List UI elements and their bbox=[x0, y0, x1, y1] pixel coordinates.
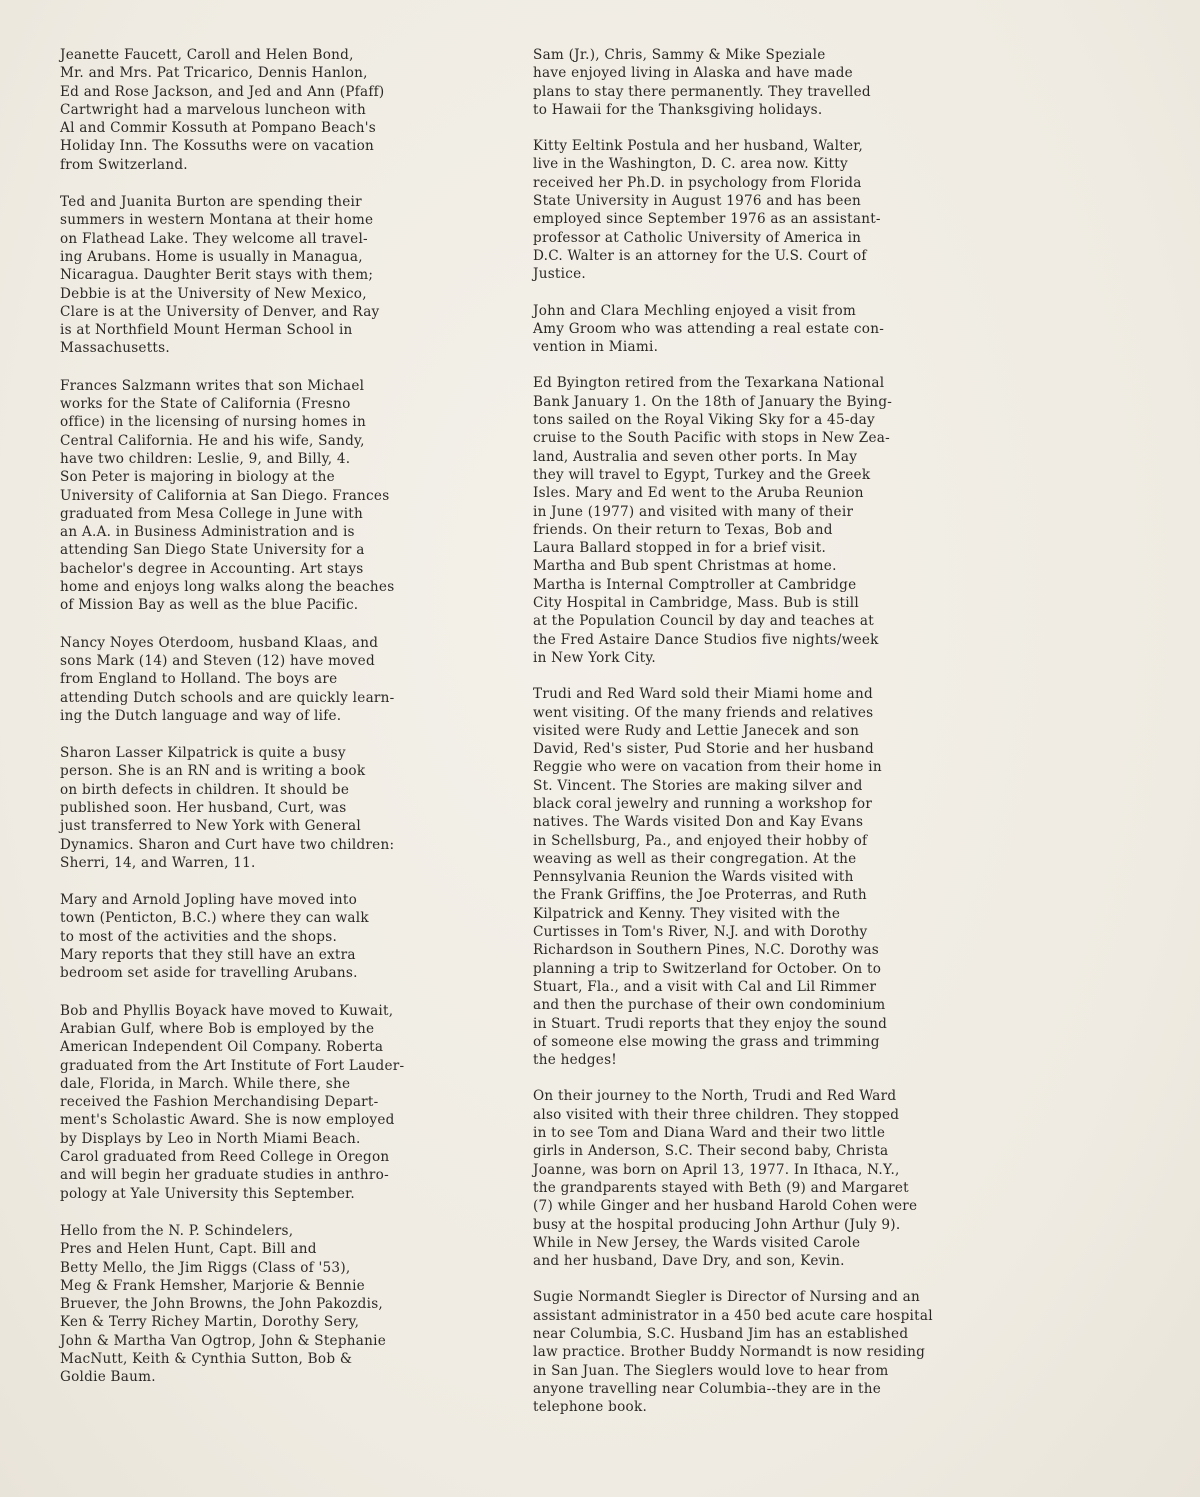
news-item-oterdoom: Nancy Noyes Oterdoom, husband Klaas, and sons Mark (14) and Steven (12) have moved from England to Holland. The boys are attending Dutch schools and are quickly learn- ing the Dutch language and way of life. bbox=[60, 634, 395, 724]
news-item-boyack: Bob and Phyllis Boyack have moved to Kuwait, Arabian Gulf, where Bob is employed by the American Independent Oil Company. Roberta graduated from the Art Institute of Fort Lauder- dale, Florida, in March. While there, she received the Fashion Merchandising Depart- ment's Scholastic Award. She is now employed by Displays by Leo in North Miami Beach. Carol graduated from Reed College in Oregon and will begin her graduate studies in anthro- pology at Yale University this September. bbox=[60, 1002, 405, 1202]
news-item-siegler: Sugie Normandt Siegler is Director of Nursing and an assistant administrator in a 450 bed acute care hospital near Columbia, S.C. Husband Jim has an established law practice. Brother Buddy Normandt is now residing in San Juan. The Sieglers would love to hear from anyone travelling near Columbia--they are in the telephone book. bbox=[533, 1289, 933, 1416]
news-item-mechling: John and Clara Mechling enjoyed a visit from Amy Groom who was attending a real estate con- vention in Miami. bbox=[533, 302, 885, 356]
news-item-byington: Ed Byington retired from the Texarkana National Bank January 1. On the 18th of January the Bying- tons sailed on the Royal Viking Sky for a 45-day cruise to the South Pacific with stops in New Zea- land, Australia and seven other ports. In May they will travel to Egypt, Turkey and the Greek Isles. Mary and Ed went to the Aruba Reunion in June (1977) and visited with many of their friends. On their return to Texas, Bob and Laura Ballard stopped in for a brief visit. Martha and Bub spent Christmas at home. Martha is Internal Comptroller at Cambridge City Hospital in Cambridge, Mass. Bub is still at the Population Council by day and teaches at the Fred Astaire Dance Studios five nights/week in New York City. bbox=[533, 375, 893, 666]
news-item-postula: Kitty Eeltink Postula and her husband, Walter, live in the Washington, D. C. area now. Kitty received her Ph.D. in psychology from Florida State University in August 1976 and has been employed since September 1976 as an assistant- professor at Catholic University of America in D.C. Walter is an attorney for the U.S. Court of Justice. bbox=[533, 138, 881, 283]
news-item-schindelers: Hello from the N. P. Schindelers, Pres and Helen Hunt, Capt. Bill and Betty Mello, the Jim Riggs (Class of '53), Meg & Frank Hemsher, Marjorie & Bennie Bruever, the John Browns, the John Pakozdis, Ken & Terry Richey Martin, Dorothy Sery, John & Martha Van Ogtrop, John & Stephanie MacNutt, Keith & Cynthia Sutton, Bob & Goldie Baum. bbox=[60, 1222, 387, 1386]
news-item-ward-journey: On their journey to the North, Trudi and Red Ward also visited with their three children. They stopped in to see Tom and Diana Ward and their two little girls in Anderson, S.C. Their second baby, Christa Joanne, was born on April 13, 1977. In Ithaca, N.Y., the grandparents stayed with Beth (9) and Margaret (7) while Ginger and her husband Harold Cohen were busy at the hospital producing John Arthur (July 9). While in New Jersey, the Wards visited Carole and her husband, Dave Dry, and son, Kevin. bbox=[533, 1088, 918, 1270]
left-column bbox=[60, 46, 505, 1406]
news-item-faucett-bond: Jeanette Faucett, Caroll and Helen Bond, Mr. and Mrs. Pat Tricarico, Dennis Hanlon, Ed and Rose Jackson, and Jed and Ann (Pfaff) Cartwright had a marvelous luncheon with Al and Commir Kossuth at Pompano Beach's Holiday Inn. The Kossuths were on vacation from Switzerland. bbox=[60, 47, 385, 173]
news-item-jopling: Mary and Arnold Jopling have moved into town (Penticton, B.C.) where they can walk to most of the activities and the shops. Mary reports that they still have an extra bedroom set aside for travelling Arubans. bbox=[60, 892, 369, 982]
news-item-ward-visits: Trudi and Red Ward sold their Miami home and went visiting. Of the many friends and relatives visited were Rudy and Lettie Janecek and son David, Red's sister, Pud Storie and her husband Reggie who were on vacation from their home in St. Vincent. The Stories are making silver and black coral jewelry and running a workshop for natives. The Wards visited Don and Kay Evans in Schellsburg, Pa., and enjoyed their hobby of weaving as well as their congregation. At the Pennsylvania Reunion the Wards visited with the Frank Griffins, the Joe Proterras, and Ruth Kilpatrick and Kenny. They visited with the Curtisses in Tom's River, N.J. and with Dorothy Richardson in Southern Pines, N.C. Dorothy was planning a trip to Switzerland for October. On to Stuart, Fla., and a visit with Cal and Lil Rimmer and then the purchase of their own condominium in Stuart. Trudi reports that they enjoy the sound of someone else mowing the grass and trimming the hedges! bbox=[533, 686, 888, 1069]
news-item-speziale: Sam (Jr.), Chris, Sammy & Mike Speziale have enjoyed living in Alaska and have made plans to stay there permanently. They travelled to Hawaii for the Thanksgiving holidays. bbox=[533, 47, 871, 118]
news-item-salzmann: Frances Salzmann writes that son Michael works for the State of California (Fresno office) in the licensing of nursing homes in Central California. He and his wife, Sandy, have two children: Leslie, 9, and Billy, 4. Son Peter is majoring in biology at the University of California at San Diego. Frances graduated from Mesa College in June with an A.A. in Business Administration and is attending San Diego State University for a bachelor's degree in Accounting. Art stays home and enjoys long walks along the beaches of Mission Bay as well as the blue Pacific. bbox=[60, 377, 395, 614]
news-item-burton: Ted and Juanita Burton are spending their summers in western Montana at their home on Flathead Lake. They welcome all travel- ing Arubans. Home is usually in Managua, Nicaragua. Daughter Berit stays with them; Debbie is at the University of New Mexico, Clare is at the University of Denver, and Ray is at Northfield Mount Herman School in Massachusetts. bbox=[60, 194, 380, 357]
news-item-kilpatrick: Sharon Lasser Kilpatrick is quite a busy person. She is an RN and is writing a book on birth defects in children. It should be published soon. Her husband, Curt, was just transferred to New York with General Dynamics. Sharon and Curt have two children: Sherri, 14, and Warren, 11. bbox=[60, 745, 395, 871]
right-column bbox=[533, 46, 1033, 1434]
